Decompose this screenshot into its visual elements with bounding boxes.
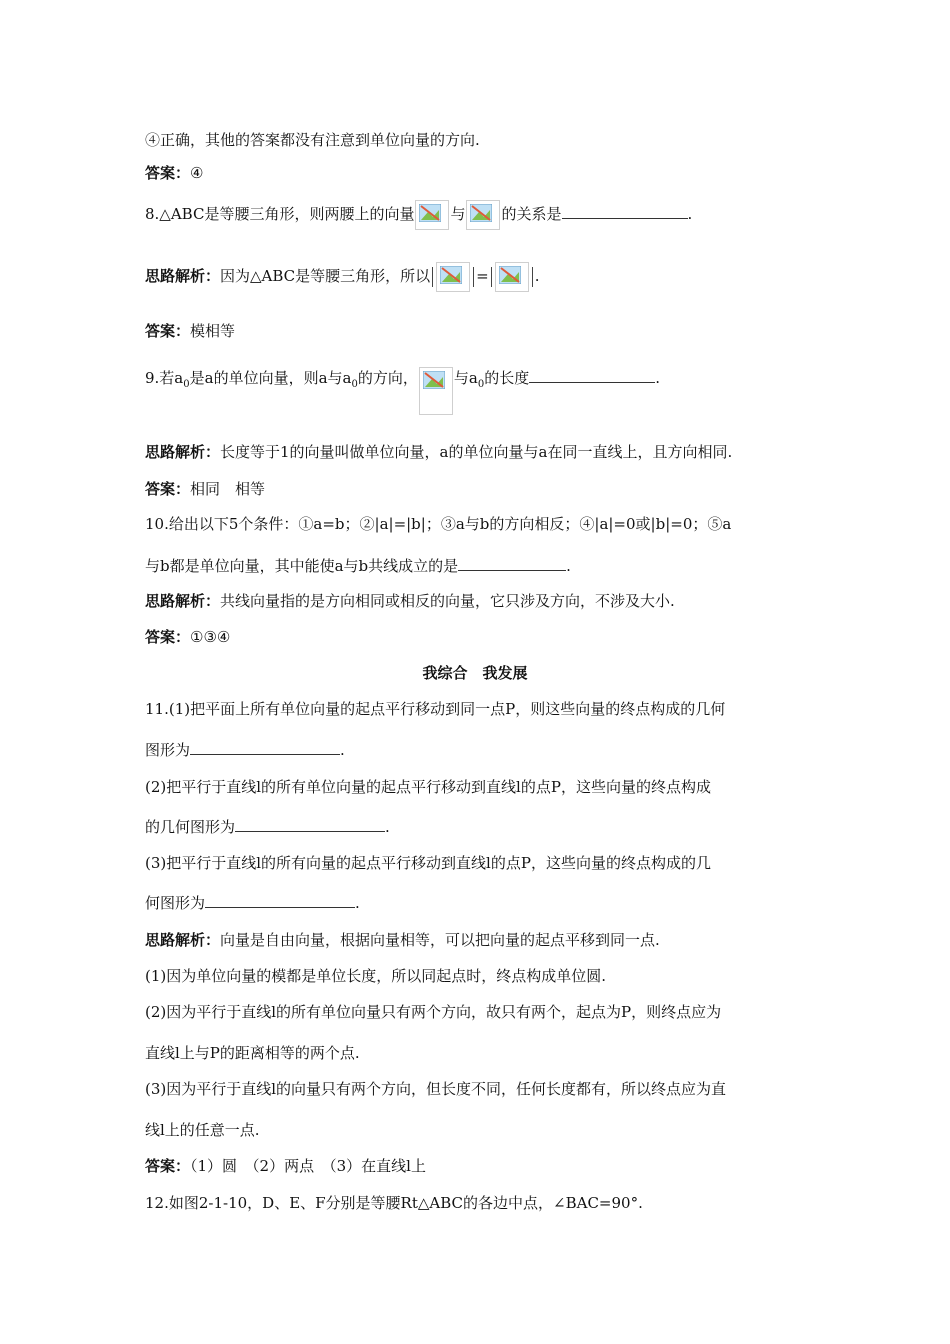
- text-line: ④正确，其他的答案都没有注意到单位向量的方向.: [145, 131, 480, 149]
- question-text: .: [340, 741, 345, 759]
- broken-image-icon: [436, 262, 470, 292]
- question-text: .: [655, 369, 660, 387]
- answer-blank[interactable]: [458, 556, 566, 571]
- question-text: .: [566, 557, 571, 575]
- answer-label: 答案：: [145, 628, 191, 646]
- answer-text: ①③④: [190, 628, 231, 646]
- solution-10: [145, 590, 675, 612]
- question-text: 的关系是: [501, 205, 562, 223]
- question-text: 与: [450, 205, 466, 223]
- answer-blank[interactable]: [529, 368, 655, 383]
- subscript: 0: [183, 379, 190, 390]
- solution-label: 思路解析：: [145, 592, 221, 610]
- question-9: [145, 367, 660, 415]
- solution-11-3: (3)因为平行于直线l的向量只有两个方向，但长度不同，任何长度都有，所以终点应为直: [145, 1080, 727, 1098]
- solution-9: [145, 441, 732, 463]
- answer-label: 答案：: [145, 164, 191, 182]
- answer-line: [145, 1155, 426, 1177]
- question-10: 10.给出以下5个条件：①a=b；②|a|=|b|；③a与b的方向相反；④|a|=0或|b|=0；⑤a: [145, 515, 732, 533]
- solution-text: =: [476, 267, 489, 285]
- answer-text: 相同 相等: [190, 480, 266, 498]
- broken-image-icon: [415, 200, 449, 230]
- solution-text: 向量是自由向量，根据向量相等，可以把向量的起点平移到同一点.: [220, 931, 660, 949]
- question-text: 的方向，: [357, 369, 418, 387]
- solution-text: .: [534, 267, 540, 285]
- abs-bar: [532, 267, 533, 287]
- solution-text: 因为△ABC是等腰三角形，所以: [220, 267, 431, 285]
- question-11-1-cont: [145, 739, 345, 761]
- question-text: 的几何图形为: [145, 818, 236, 836]
- answer-label: 答案：: [145, 1157, 191, 1175]
- answer-text: （1）圆 （2）两点 （3）在直线l上: [190, 1157, 426, 1175]
- question-text: .: [687, 205, 693, 223]
- solution-label: 思路解析：: [145, 267, 221, 285]
- solution-11-3-cont: 线l上的任意一点.: [145, 1121, 260, 1139]
- question-12: 12.如图2-1-10，D、E、F分别是等腰Rt△ABC的各边中点，∠BAC=90°.: [145, 1194, 643, 1212]
- answer-label: 答案：: [145, 480, 191, 498]
- question-text: 图形为: [145, 741, 191, 759]
- solution-8: [145, 262, 540, 292]
- solution-text: 共线向量指的是方向相同或相反的向量，它只涉及方向，不涉及大小.: [220, 592, 675, 610]
- solution-label: 思路解析：: [145, 443, 221, 461]
- solution-11-2: (2)因为平行于直线l的所有单位向量只有两个方向，故只有两个，起点为P，则终点应为: [145, 1003, 722, 1021]
- question-11-2-cont: [145, 816, 390, 838]
- question-text: 与a: [453, 369, 478, 387]
- question-text: 是a的单位向量，则a与a: [189, 369, 352, 387]
- question-text: 的长度: [484, 369, 530, 387]
- answer-blank[interactable]: [190, 740, 340, 755]
- question-8: [145, 200, 692, 230]
- answer-line: [145, 478, 265, 500]
- question-text: 何图形为: [145, 894, 206, 912]
- answer-text: ④: [190, 164, 204, 182]
- broken-image-icon: [419, 367, 453, 415]
- abs-bar: [432, 267, 433, 287]
- broken-image-icon: [495, 262, 529, 292]
- question-11-1: 11.(1)把平面上所有单位向量的起点平行移动到同一点P，则这些向量的终点构成的几何: [145, 700, 726, 718]
- broken-image-icon: [466, 200, 500, 230]
- question-text: 9.若a: [145, 369, 184, 387]
- answer-line: [145, 626, 230, 648]
- question-11-3: (3)把平行于直线l的所有向量的起点平行移动到直线l的点P，这些向量的终点构成的几: [145, 854, 711, 872]
- solution-11-2-cont: 直线l上与P的距离相等的两个点.: [145, 1044, 360, 1062]
- question-11-3-cont: [145, 892, 360, 914]
- answer-blank[interactable]: [205, 893, 355, 908]
- question-10-cont: [145, 555, 571, 577]
- answer-line: [145, 320, 235, 342]
- subscript: 0: [351, 379, 358, 390]
- question-text: .: [355, 894, 360, 912]
- abs-bar: [491, 267, 492, 287]
- answer-label: 答案：: [145, 322, 191, 340]
- question-text: 8.△ABC是等腰三角形，则两腰上的向量: [145, 205, 415, 223]
- question-11-2: (2)把平行于直线l的所有单位向量的起点平行移动到直线l的点P，这些向量的终点构成: [145, 778, 711, 796]
- subscript: 0: [477, 379, 485, 390]
- solution-11: [145, 929, 660, 951]
- question-text: 与b都是单位向量，其中能使a与b共线成立的是: [145, 557, 459, 575]
- solution-11-1: (1)因为单位向量的模都是单位长度，所以同起点时，终点构成单位圆.: [145, 967, 607, 985]
- solution-label: 思路解析：: [145, 931, 221, 949]
- solution-text: 长度等于1的向量叫做单位向量，a的单位向量与a在同一直线上，且方向相同.: [220, 443, 733, 461]
- abs-bar: [473, 267, 474, 287]
- answer-blank[interactable]: [235, 817, 385, 832]
- answer-line: [145, 162, 203, 184]
- answer-text: 模相等: [190, 322, 236, 340]
- answer-blank[interactable]: [562, 204, 688, 219]
- question-text: .: [385, 818, 390, 836]
- section-title: 我综合 我发展: [422, 664, 528, 682]
